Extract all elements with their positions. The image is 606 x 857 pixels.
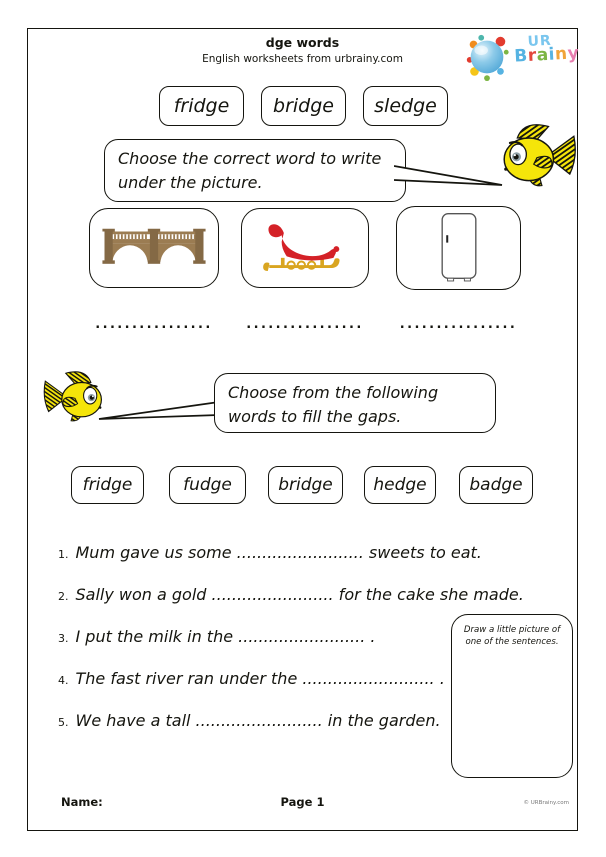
sentence-2 <box>58 585 524 604</box>
draw-picture-box[interactable]: Draw a little picture of one of the sentences. <box>451 614 573 778</box>
speech-bubble-bottom: Choose from the following words to fill the gaps. <box>214 373 496 433</box>
name-label: Name: <box>61 795 103 809</box>
logo-ur-text: UR <box>527 32 553 50</box>
sledge-icon <box>257 217 353 279</box>
sentence-5 <box>58 711 441 730</box>
logo-letter: y <box>567 43 580 64</box>
answer-line-2[interactable]: ................ <box>246 317 364 332</box>
page-title: dge words <box>265 35 340 50</box>
logo-letter: B <box>513 45 529 67</box>
copyright-text: © URBrainy.com <box>523 800 569 806</box>
sentence-number: 5. <box>58 716 69 729</box>
speech-bubble-top: Choose the correct word to write under the picture. <box>104 139 406 202</box>
sentence-4 <box>58 669 445 688</box>
fridge-icon <box>431 211 487 285</box>
word-card-hedge: hedge <box>364 466 436 504</box>
word-card-fudge: fudge <box>169 466 246 504</box>
page-number: Page 1 <box>280 795 325 809</box>
page-subtitle: English worksheets from urbrainy.com <box>202 53 403 65</box>
fish-right-icon <box>496 117 578 195</box>
word-card-bridge: bridge <box>261 86 346 126</box>
sentence-1 <box>58 543 482 562</box>
sentence-text: Sally won a gold ........................ for the cake she made. <box>75 585 524 604</box>
answer-line-3[interactable]: ................ <box>399 317 518 332</box>
bridge-icon <box>99 219 209 277</box>
picture-box-sledge <box>241 208 369 288</box>
picture-box-fridge <box>396 206 521 290</box>
logo-text <box>513 32 579 65</box>
sentence-text: We have a tall ......................... in the garden. <box>75 711 441 730</box>
word-card-fridge-2: fridge <box>71 466 144 504</box>
speech-bubble-top-tail <box>394 163 506 193</box>
logo-letter: r <box>527 45 538 66</box>
sentence-text: The fast river ran under the .......................... . <box>75 669 445 688</box>
word-card-bridge-2: bridge <box>268 466 343 504</box>
sentence-number: 4. <box>58 674 69 687</box>
sentence-number: 3. <box>58 632 69 645</box>
speech-bubble-bottom-tail <box>97 399 219 425</box>
logo-brainy-text <box>514 45 580 65</box>
globe-icon <box>462 31 512 83</box>
sentence-3 <box>58 627 375 646</box>
page-border <box>27 28 578 831</box>
sentence-text: Mum gave us some ......................... sweets to eat. <box>75 543 482 562</box>
logo-letter: i <box>548 44 556 65</box>
sentence-number: 1. <box>58 548 69 561</box>
word-card-badge: badge <box>459 466 533 504</box>
word-card-sledge: sledge <box>363 86 448 126</box>
urbrainy-logo <box>462 31 578 83</box>
sentence-number: 2. <box>58 590 69 603</box>
logo-letter: a <box>536 44 550 66</box>
word-card-fridge: fridge <box>159 86 244 126</box>
sentence-text: I put the milk in the ......................... . <box>75 627 376 646</box>
picture-box-bridge <box>89 208 219 288</box>
logo-letter: n <box>554 43 569 65</box>
answer-line-1[interactable]: ................ <box>95 317 213 332</box>
